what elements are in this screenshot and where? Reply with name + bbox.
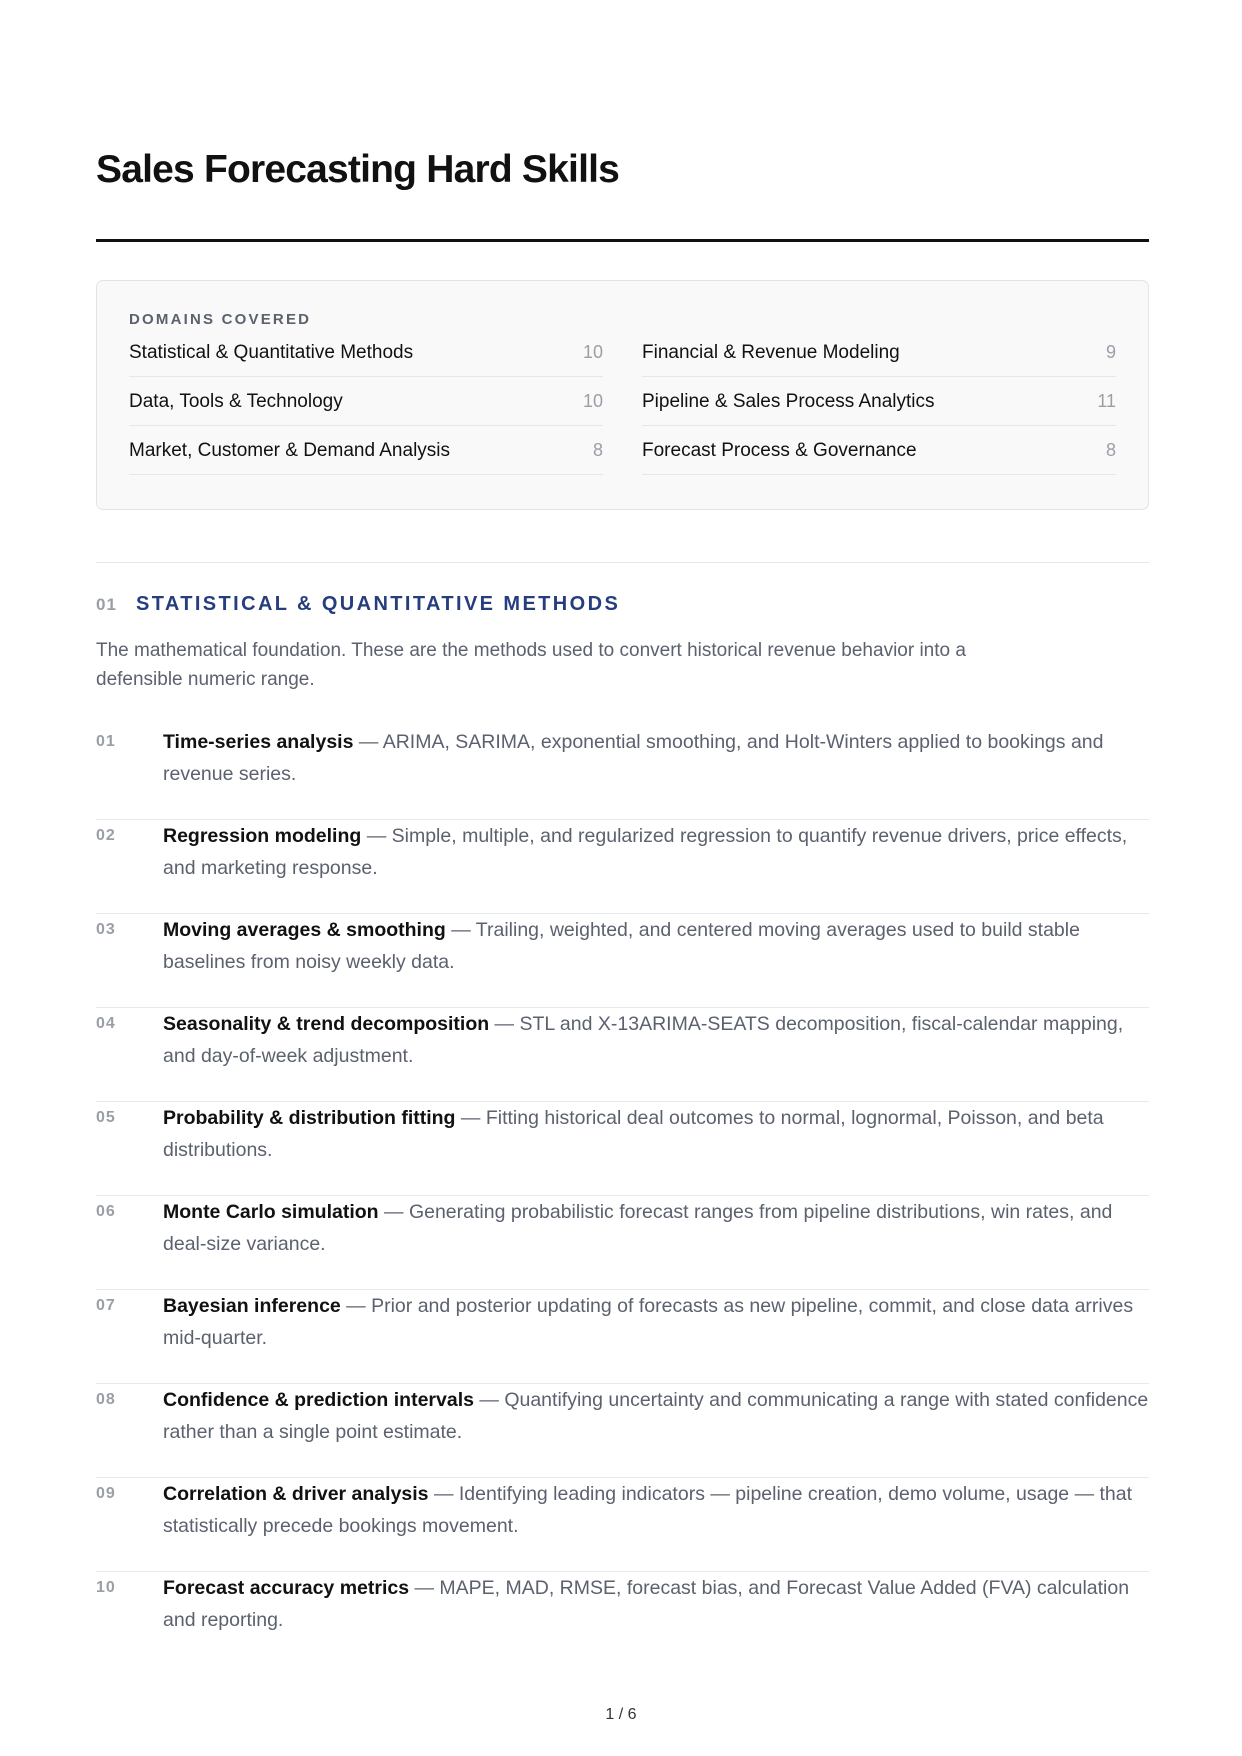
skill-description: — ARIMA, SARIMA, exponential smoothing, and Holt-Winters applied to bookings and revenue series. xyxy=(163,731,1104,785)
skill-description: — STL and X-13ARIMA-SEATS decomposition, fiscal-calendar mapping, and day-of-week adjustment. xyxy=(163,1013,1124,1067)
section-header xyxy=(96,593,620,616)
skill-text xyxy=(163,1102,1149,1166)
domain-name: Financial & Revenue Modeling xyxy=(642,341,900,363)
skill-name: Moving averages & smoothing xyxy=(163,919,446,941)
skill-item xyxy=(96,1102,1149,1196)
section-number: 01 xyxy=(96,595,117,614)
skill-item xyxy=(96,726,1149,820)
skill-item xyxy=(96,1196,1149,1290)
skill-item xyxy=(96,1572,1149,1665)
skill-text xyxy=(163,1196,1149,1260)
domain-count: 10 xyxy=(582,342,603,362)
skill-description: — Quantifying uncertainty and communicating a range with stated confidence rather than a single point estimate. xyxy=(163,1389,1149,1443)
domains-column-left xyxy=(129,329,603,476)
skill-text xyxy=(163,1008,1149,1072)
domain-name: Statistical & Quantitative Methods xyxy=(129,341,414,363)
skill-item xyxy=(96,1478,1149,1572)
skill-number: 01 xyxy=(96,733,116,750)
domains-covered-label: DOMAINS COVERED xyxy=(129,311,312,328)
domain-count: 8 xyxy=(592,440,603,460)
skill-description: — MAPE, MAD, RMSE, forecast bias, and Forecast Value Added (FVA) calculation and reporting. xyxy=(163,1577,1130,1631)
domain-count: 8 xyxy=(1105,440,1116,460)
skill-number: 09 xyxy=(96,1485,116,1502)
page-title: Sales Forecasting Hard Skills xyxy=(96,148,620,191)
section-intro: The mathematical foundation. These are the methods used to convert historical revenue behavior into a defensible numeric range. xyxy=(96,640,966,690)
skills-list xyxy=(96,726,1149,1665)
domain-name: Market, Customer & Demand Analysis xyxy=(129,439,451,461)
domain-row xyxy=(129,427,603,475)
domains-column-right xyxy=(642,329,1116,476)
domain-count: 11 xyxy=(1097,391,1116,411)
skill-number: 02 xyxy=(96,827,116,844)
skill-name: Bayesian inference xyxy=(163,1295,341,1317)
skill-name: Confidence & prediction intervals xyxy=(163,1389,474,1411)
domain-row xyxy=(642,329,1116,377)
skill-number: 10 xyxy=(96,1579,116,1596)
skill-description: — Trailing, weighted, and centered moving averages used to build stable baselines from noisy weekly data. xyxy=(163,919,1080,973)
skill-name: Regression modeling xyxy=(163,825,362,847)
skill-number: 07 xyxy=(96,1297,116,1314)
domain-row xyxy=(129,329,603,377)
domain-count: 10 xyxy=(582,391,603,411)
skill-name: Seasonality & trend decomposition xyxy=(163,1013,490,1035)
skill-number: 05 xyxy=(96,1109,116,1126)
domain-row xyxy=(642,378,1116,426)
skill-number: 06 xyxy=(96,1203,116,1220)
section-divider xyxy=(96,562,1149,563)
domain-name: Pipeline & Sales Process Analytics xyxy=(642,390,935,412)
skill-name: Correlation & driver analysis xyxy=(163,1483,429,1505)
skill-name: Time-series analysis xyxy=(163,731,354,753)
skill-name: Forecast accuracy metrics xyxy=(163,1577,410,1599)
skill-text xyxy=(163,820,1149,884)
skill-item xyxy=(96,1290,1149,1384)
skill-description: — Fitting historical deal outcomes to normal, lognormal, Poisson, and beta distributions. xyxy=(163,1107,1104,1161)
domain-name: Data, Tools & Technology xyxy=(129,390,343,412)
skill-number: 08 xyxy=(96,1391,116,1408)
title-divider xyxy=(96,239,1149,242)
skill-name: Probability & distribution fitting xyxy=(163,1107,456,1129)
domain-name: Forecast Process & Governance xyxy=(642,439,917,461)
skill-text xyxy=(163,726,1149,790)
section-title: STATISTICAL & QUANTITATIVE METHODS xyxy=(136,593,621,615)
skill-name: Monte Carlo simulation xyxy=(163,1201,379,1223)
skill-text xyxy=(163,1384,1149,1448)
skill-description: — Prior and posterior updating of forecasts as new pipeline, commit, and close data arrives mid-quarter. xyxy=(163,1295,1134,1349)
domain-count: 9 xyxy=(1105,342,1116,362)
skill-number: 04 xyxy=(96,1015,116,1032)
skill-text xyxy=(163,1478,1149,1542)
skill-number: 03 xyxy=(96,921,116,938)
page-number: 1 / 6 xyxy=(605,1706,637,1723)
skill-description: — Identifying leading indicators — pipeline creation, demo volume, usage — that statistically precede bookings movement. xyxy=(163,1483,1133,1537)
skill-text xyxy=(163,1572,1149,1636)
skill-text xyxy=(163,914,1149,978)
skill-description: — Simple, multiple, and regularized regression to quantify revenue drivers, price effects, and marketing response. xyxy=(163,825,1128,879)
domains-covered-panel xyxy=(96,280,1149,510)
skill-item xyxy=(96,1384,1149,1478)
domain-row xyxy=(129,378,603,426)
skill-item xyxy=(96,1008,1149,1102)
skill-item xyxy=(96,820,1149,914)
skill-item xyxy=(96,914,1149,1008)
skill-description: — Generating probabilistic forecast ranges from pipeline distributions, win rates, and deal-size variance. xyxy=(163,1201,1113,1255)
skill-text xyxy=(163,1290,1149,1354)
domain-row xyxy=(642,427,1116,475)
